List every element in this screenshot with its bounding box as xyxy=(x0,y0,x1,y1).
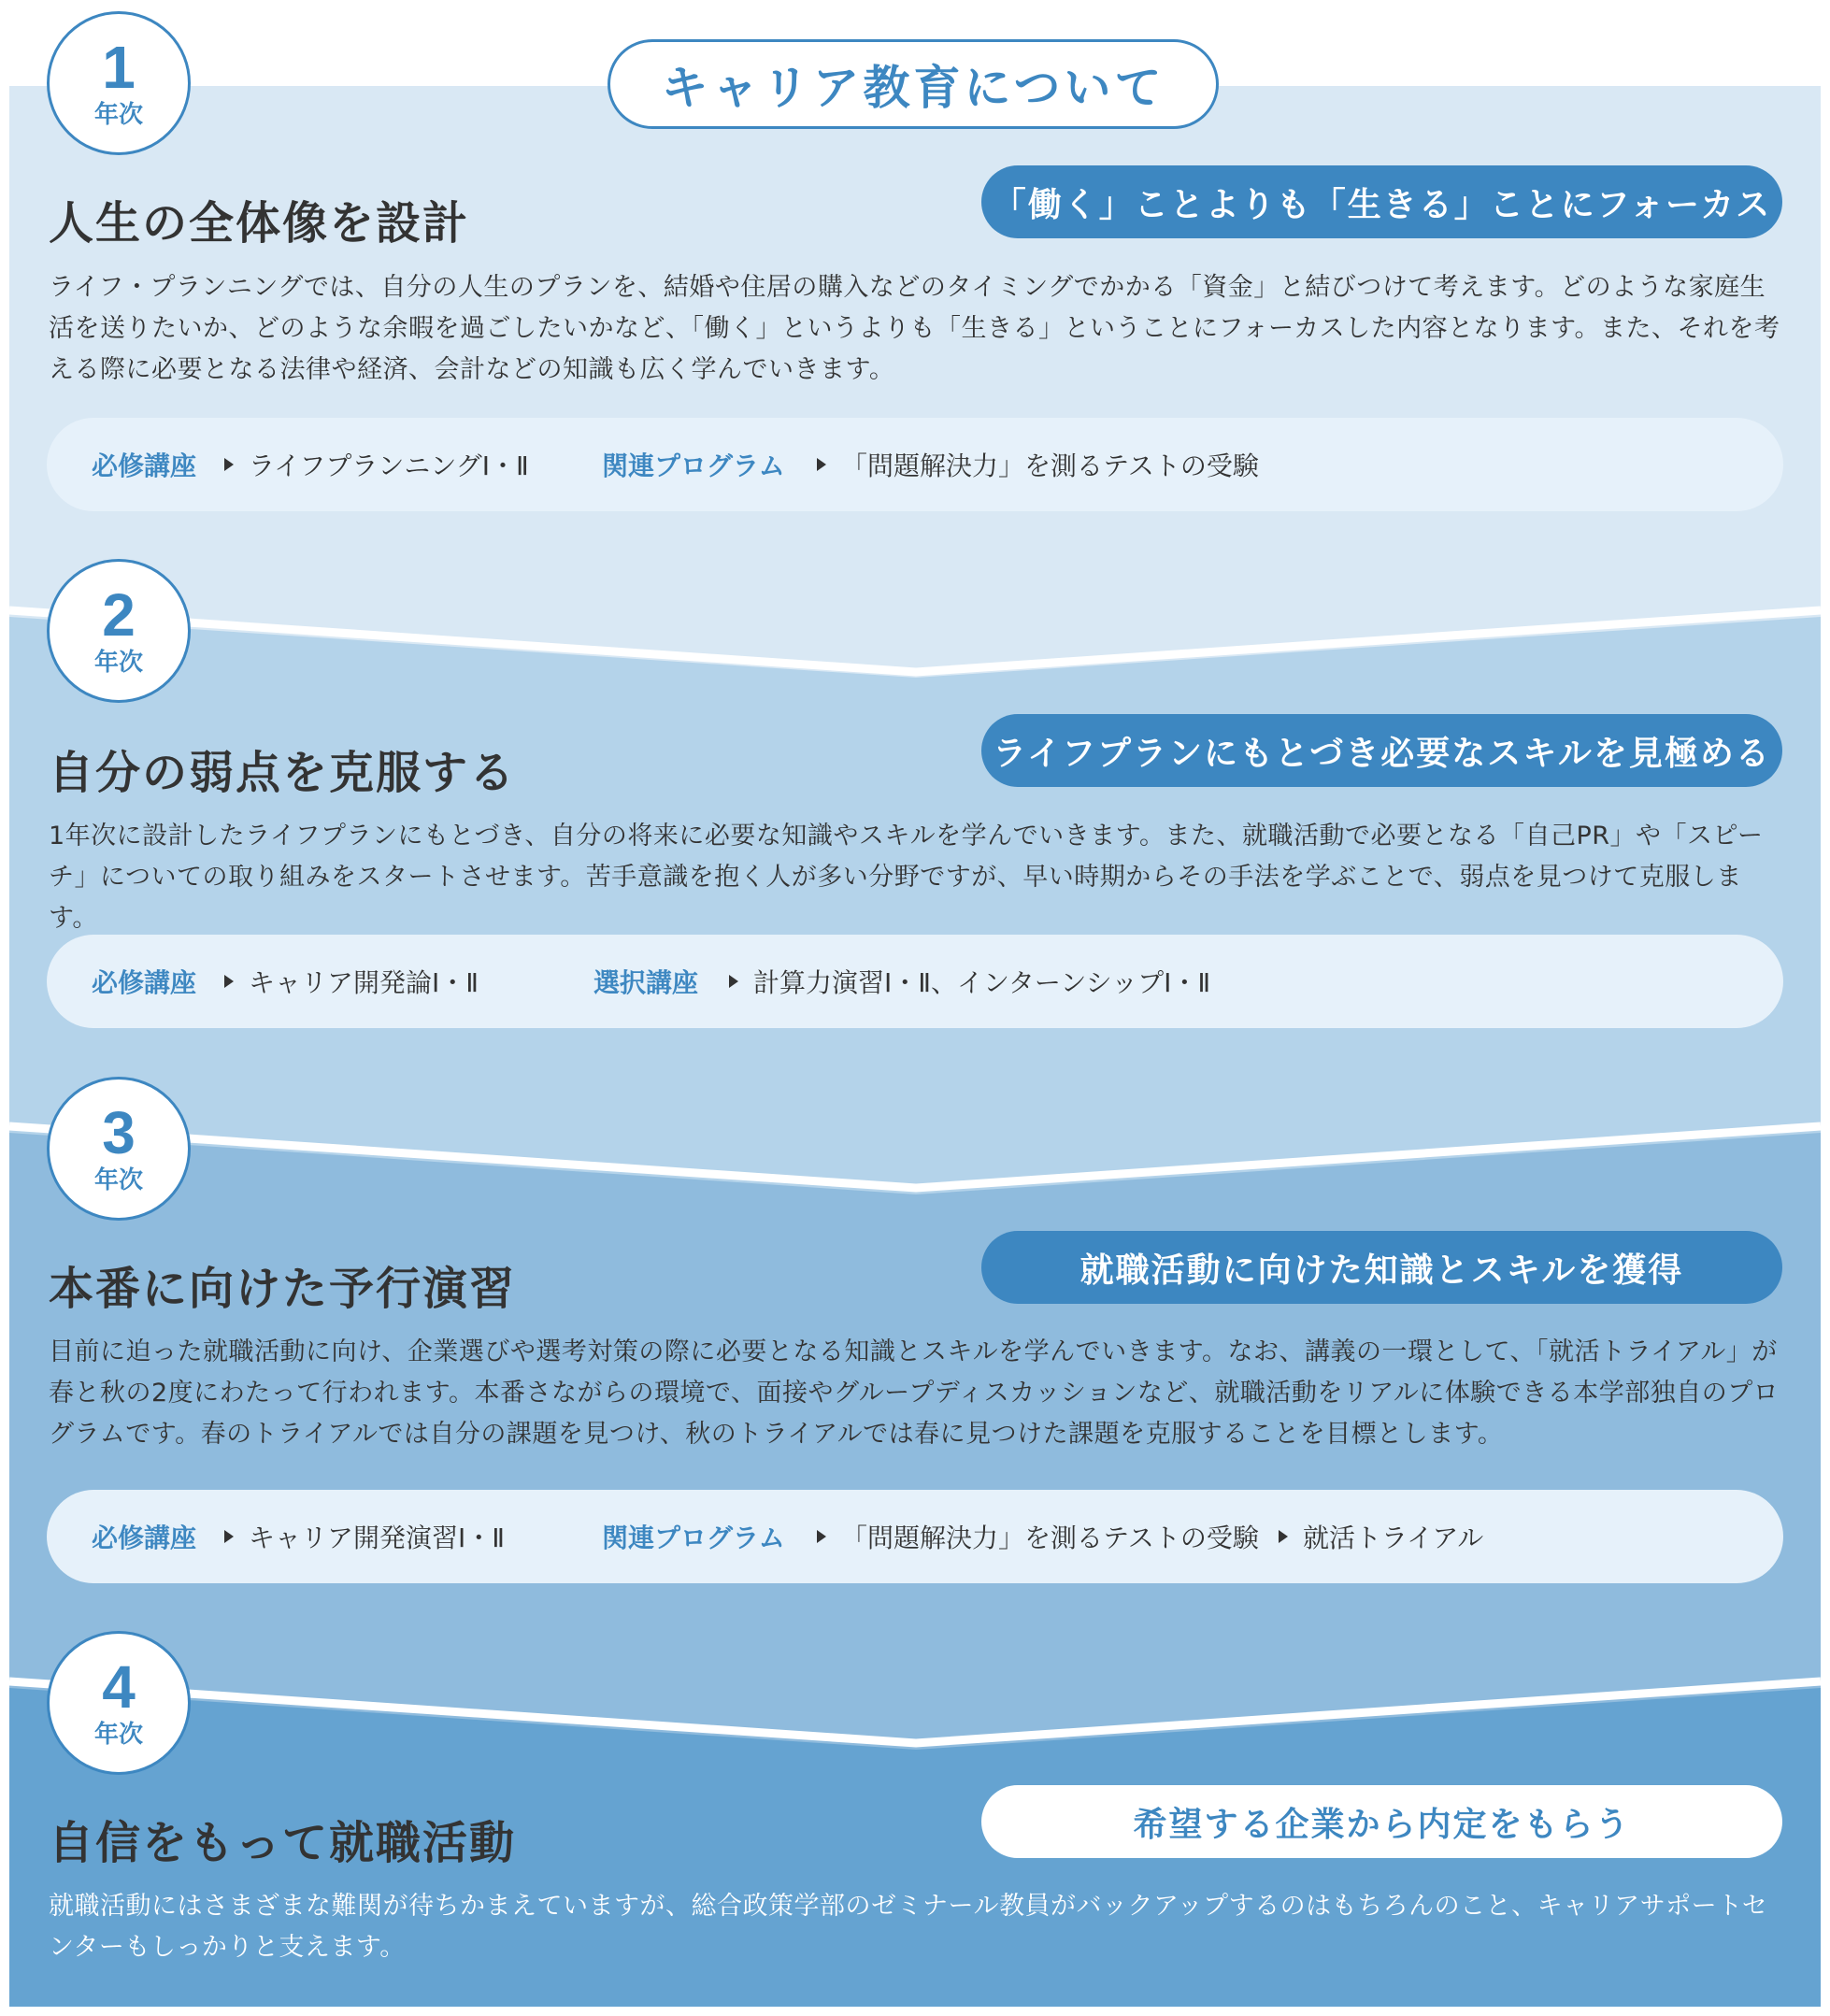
program-name: 「問題解決力」を測るテストの受験 xyxy=(841,1523,1259,1553)
program-name: 就活トライアル xyxy=(1303,1523,1484,1553)
course-name: ライフプランニングⅠ・Ⅱ xyxy=(249,450,529,481)
section-1-tagline: 「働く」ことよりも「生きる」ことにフォーカス xyxy=(981,165,1782,238)
elective-course-item xyxy=(729,963,1210,1000)
section-2-course-bar xyxy=(47,935,1783,1028)
course-name: 計算力演習Ⅰ・Ⅱ、インターンシップⅠ・Ⅱ xyxy=(753,967,1211,998)
section-1-course-bar xyxy=(47,418,1783,511)
year-number: 3 xyxy=(102,1099,136,1166)
year-label: 年次 xyxy=(93,1166,143,1194)
year-number: 1 xyxy=(102,34,136,101)
related-program-item xyxy=(1279,1518,1483,1555)
required-course-item xyxy=(224,963,593,1000)
year-label: 年次 xyxy=(93,649,143,677)
arrow-right-icon xyxy=(224,1530,234,1543)
arrow-right-icon xyxy=(817,1530,826,1543)
arrow-right-icon xyxy=(729,975,738,988)
year-label: 年次 xyxy=(93,1721,143,1749)
page-title: キャリア教育について xyxy=(608,39,1219,129)
section-4-description: 就職活動にはさまざまな難関が待ちかまえていますが、総合政策学部のゼミナール教員がバックアップするのはもちろんのこと、キャリアサポートセンターもしっかりと支えます。 xyxy=(49,1892,1768,1962)
program-name: 「問題解決力」を測るテストの受験 xyxy=(841,450,1259,481)
section-4-heading: 自信をもって就職活動 xyxy=(49,1817,517,1869)
related-program-item xyxy=(817,446,1259,483)
required-course-item xyxy=(224,1518,602,1555)
section-1-heading: 人生の全体像を設計 xyxy=(49,197,470,250)
year-badge-4 xyxy=(47,1631,191,1775)
course-name: キャリア開発論Ⅰ・Ⅱ xyxy=(249,967,479,998)
section-1-description: ライフ・プランニングでは、自分の人生のプランを、結婚や住居の購入などのタイミングでかかる「資金」と結びつけて考えます。どのような家庭生活を送りたいか、どのような余暇を過ごしたいかなど、「働く」というよりも「生きる」ということにフォーカスした内容となります。また、それを考える際に必要となる法律や経済、会計などの知識も広く学んでいきます。 xyxy=(49,273,1780,384)
course-name: キャリア開発演習Ⅰ・Ⅱ xyxy=(249,1523,506,1553)
related-program-item xyxy=(817,1518,1279,1555)
section-4-tagline: 希望する企業から内定をもらう xyxy=(981,1785,1782,1858)
year-label: 年次 xyxy=(93,101,143,129)
elective-courses-label: 選択講座 xyxy=(593,967,699,998)
required-courses-label: 必修講座 xyxy=(92,967,197,998)
year-number: 2 xyxy=(102,581,136,649)
year-badge-3 xyxy=(47,1077,191,1221)
section-3-tagline: 就職活動に向けた知識とスキルを獲得 xyxy=(981,1231,1782,1304)
section-2-description: 1年次に設計したライフプランにもとづき、自分の将来に必要な知識やスキルを学んでいきます。また、就職活動で必要となる「自己PR」や「スピーチ」についての取り組みをスタートさせます。苦手意識を抱く人が多い分野ですが、早い時期からその手法を学ぶことで、弱点を見つけて克服します。 xyxy=(49,822,1764,933)
related-program-label: 関連プログラム xyxy=(602,450,785,481)
year-number: 4 xyxy=(102,1653,136,1721)
year-badge-2 xyxy=(47,559,191,703)
section-3-heading: 本番に向けた予行演習 xyxy=(49,1263,517,1315)
required-course-item xyxy=(224,446,602,483)
required-courses-label: 必修講座 xyxy=(92,1523,197,1553)
section-3-description: 目前に迫った就職活動に向け、企業選びや選考対策の際に必要となる知識とスキルを学んでいきます。なお、講義の一環として、「就活トライアル」が春と秋の2度にわたって行われます。本番さながらの環境で、面接やグループディスカッションなど、就職活動をリアルに体験できる本学部独自のプログラムです。春のトライアルでは自分の課題を見つけ、秋のトライアルでは春に見つけた課題を克服することを目標とします。 xyxy=(49,1337,1780,1449)
arrow-right-icon xyxy=(224,458,234,471)
arrow-right-icon xyxy=(224,975,234,988)
required-courses-label: 必修講座 xyxy=(92,450,197,481)
section-3-course-bar xyxy=(47,1490,1783,1583)
year-badge-1 xyxy=(47,11,191,155)
arrow-right-icon xyxy=(1279,1530,1288,1543)
related-program-label: 関連プログラム xyxy=(602,1523,785,1553)
arrow-right-icon xyxy=(817,458,826,471)
section-2-heading: 自分の弱点を克服する xyxy=(49,747,517,799)
section-2-tagline: ライフプランにもとづき必要なスキルを見極める xyxy=(981,714,1782,787)
